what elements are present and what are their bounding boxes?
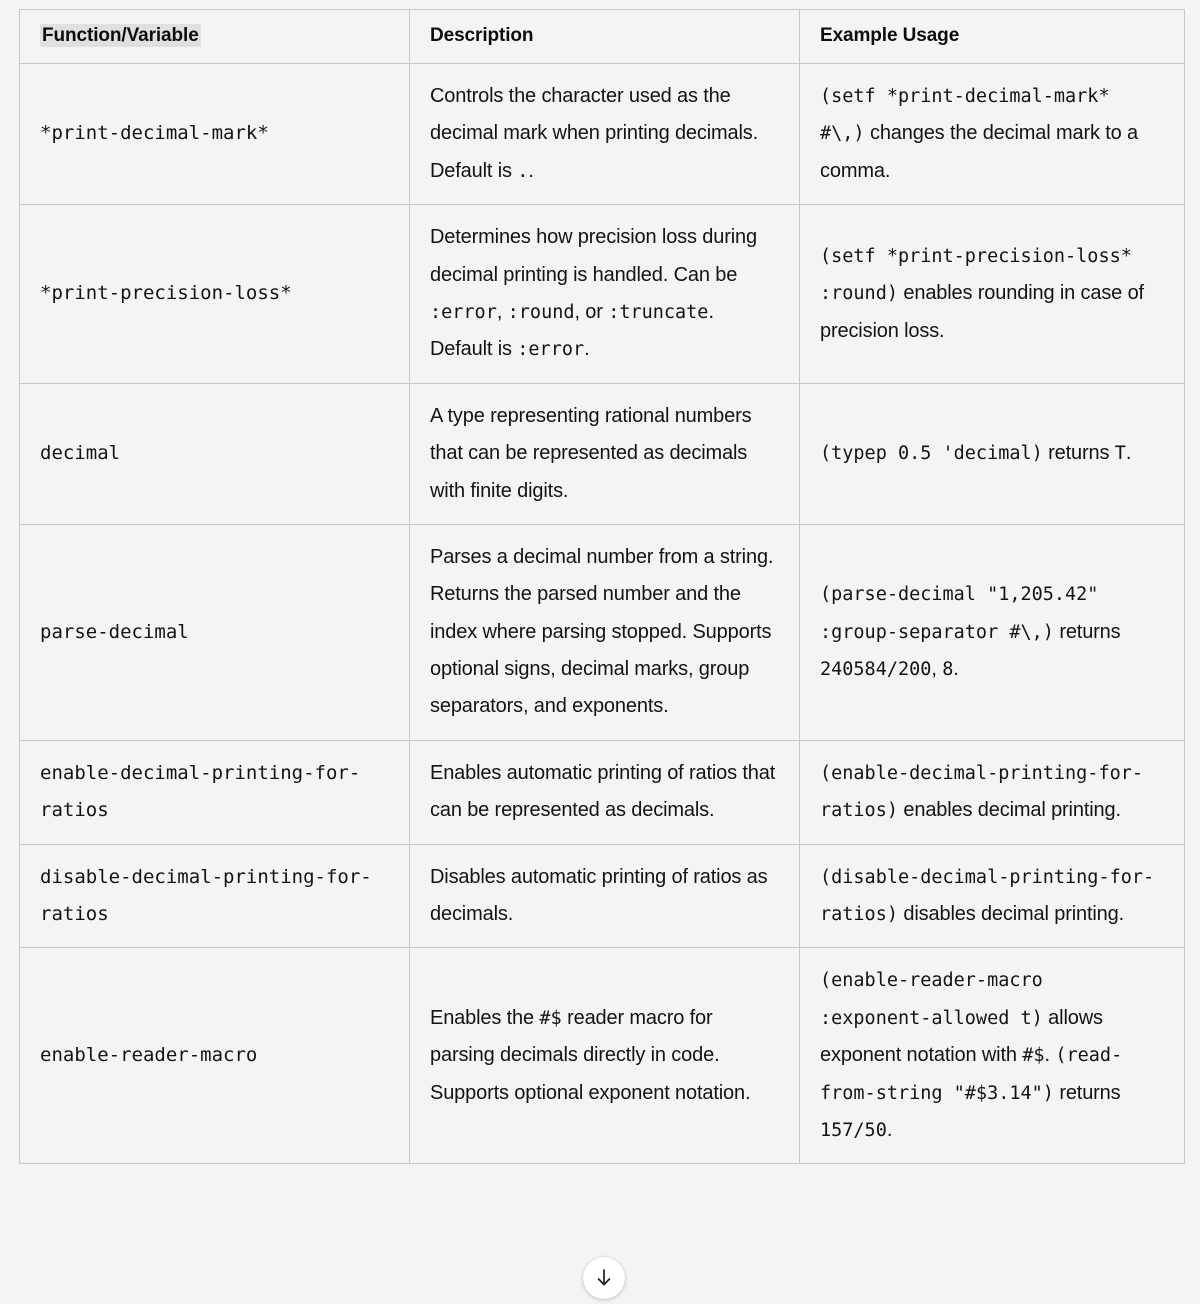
- column-header-description-label: Description: [430, 25, 534, 46]
- inline-code: (enable-reader-macro :exponent-allowed t): [820, 970, 1054, 1029]
- inline-text: changes the decimal mark to a comma.: [820, 122, 1138, 182]
- inline-code: .: [517, 160, 529, 182]
- column-header-example-usage: [800, 10, 1185, 64]
- inline-text: Determines how precision loss during decimal printing is handled. Can be: [430, 226, 757, 286]
- inline-code: 240584/200: [820, 659, 932, 681]
- function-variable-name: enable-reader-macro: [40, 1044, 258, 1067]
- inline-text: .: [1125, 442, 1132, 465]
- inline-code: (setf *print-precision-loss* :round): [820, 245, 1144, 305]
- cell-example-usage: [800, 948, 1185, 1164]
- inline-text: returns: [1053, 1081, 1121, 1104]
- inline-code: (enable-decimal-printing-for-ratios): [820, 762, 1144, 822]
- inline-code: T: [1114, 443, 1126, 465]
- inline-text: returns: [1042, 442, 1115, 465]
- function-variable-name: disable-decimal-printing-for-ratios: [40, 865, 372, 926]
- arrow-down-icon: [594, 1267, 614, 1289]
- inline-code: (setf *print-decimal-mark* #\,): [820, 86, 1121, 145]
- inline-text: Enables automatic printing of ratios that can be represented as decimals.: [430, 761, 776, 822]
- table-header-row: [20, 10, 1185, 64]
- inline-text: Controls the character used as the decimal mark when printing decimals. Default is: [430, 85, 759, 182]
- inline-text: Disables automatic printing of ratios as decimals.: [430, 865, 768, 926]
- function-variable-name: parse-decimal: [40, 620, 189, 643]
- table-row: [20, 740, 1185, 844]
- inline-text: .: [953, 658, 959, 681]
- cell-example-usage: [800, 740, 1185, 844]
- inline-text: .: [886, 1118, 893, 1141]
- inline-code: (read-from-string "#$3.14"): [820, 1045, 1123, 1104]
- inline-code: #$: [1022, 1045, 1045, 1067]
- cell-description: [410, 64, 800, 205]
- inline-text: . Default is: [430, 300, 714, 361]
- inline-text: ,: [496, 300, 508, 323]
- api-reference-table-container: [19, 9, 1184, 1164]
- inline-code: :error: [517, 339, 585, 361]
- inline-text: allows exponent notation with: [820, 1006, 1103, 1067]
- table-row: [20, 383, 1185, 524]
- column-header-function-variable: [20, 10, 410, 64]
- function-variable-name: enable-decimal-printing-for-ratios: [40, 761, 361, 822]
- table-row: [20, 524, 1185, 740]
- cell-function-variable: [20, 383, 410, 524]
- cell-function-variable: [20, 205, 410, 384]
- inline-code: :truncate: [608, 301, 709, 323]
- scroll-to-bottom-button[interactable]: [583, 1257, 625, 1299]
- inline-text: disables decimal printing.: [897, 903, 1125, 926]
- cell-example-usage: [800, 383, 1185, 524]
- table-row: [20, 64, 1185, 205]
- inline-text: reader macro for parsing decimals directly in code. Supports optional exponent notation.: [430, 1006, 751, 1104]
- cell-example-usage: [800, 205, 1185, 384]
- table-body: [20, 64, 1185, 1164]
- inline-code: (parse-decimal "1,205.42" :group-separator #\,): [820, 584, 1110, 643]
- inline-text: , or: [574, 300, 609, 323]
- cell-description: [410, 524, 800, 740]
- cell-description: [410, 383, 800, 524]
- inline-text: enables decimal printing.: [897, 799, 1121, 822]
- cell-description: [410, 844, 800, 948]
- inline-code: :round: [507, 301, 575, 323]
- function-variable-name: *print-precision-loss*: [40, 282, 292, 305]
- api-reference-table: [19, 9, 1185, 1164]
- inline-text: A type representing rational numbers that can be represented as decimals with finite digits.: [430, 404, 752, 502]
- cell-description: [410, 205, 800, 384]
- inline-text: returns: [1053, 620, 1121, 643]
- inline-code: (disable-decimal-printing-for-ratios): [820, 866, 1155, 926]
- inline-text: Enables the: [430, 1006, 540, 1029]
- cell-function-variable: [20, 844, 410, 948]
- inline-code: (typep 0.5 'decimal): [820, 443, 1043, 465]
- cell-description: [410, 740, 800, 844]
- cell-function-variable: [20, 948, 410, 1164]
- cell-function-variable: [20, 740, 410, 844]
- function-variable-name: *print-decimal-mark*: [40, 122, 269, 145]
- cell-example-usage: [800, 524, 1185, 740]
- inline-text: .: [1044, 1044, 1056, 1067]
- inline-code: :error: [430, 301, 497, 323]
- inline-text: Parses a decimal number from a string. Returns the parsed number and the index where parsing stopped. Supports optional signs, decimal marks, group separators, and exponents.: [430, 545, 774, 718]
- inline-text: ,: [931, 658, 943, 681]
- inline-code: #$: [539, 1007, 562, 1029]
- inline-text: .: [584, 338, 590, 361]
- cell-example-usage: [800, 64, 1185, 205]
- column-header-function-variable-label: Function/Variable: [42, 25, 199, 46]
- table-row: [20, 844, 1185, 948]
- cell-description: [410, 948, 800, 1164]
- column-header-description: [410, 10, 800, 64]
- function-variable-name: decimal: [40, 442, 121, 465]
- inline-text: enables rounding in case of precision loss.: [820, 282, 1144, 342]
- table-row: [20, 948, 1185, 1164]
- cell-function-variable: [20, 524, 410, 740]
- inline-code: 8: [942, 659, 954, 681]
- cell-function-variable: [20, 64, 410, 205]
- inline-text: .: [528, 159, 534, 182]
- table-row: [20, 205, 1185, 384]
- column-header-example-usage-label: Example Usage: [820, 25, 960, 46]
- cell-example-usage: [800, 844, 1185, 948]
- inline-code: 157/50: [820, 1119, 887, 1141]
- table-header: [20, 10, 1185, 64]
